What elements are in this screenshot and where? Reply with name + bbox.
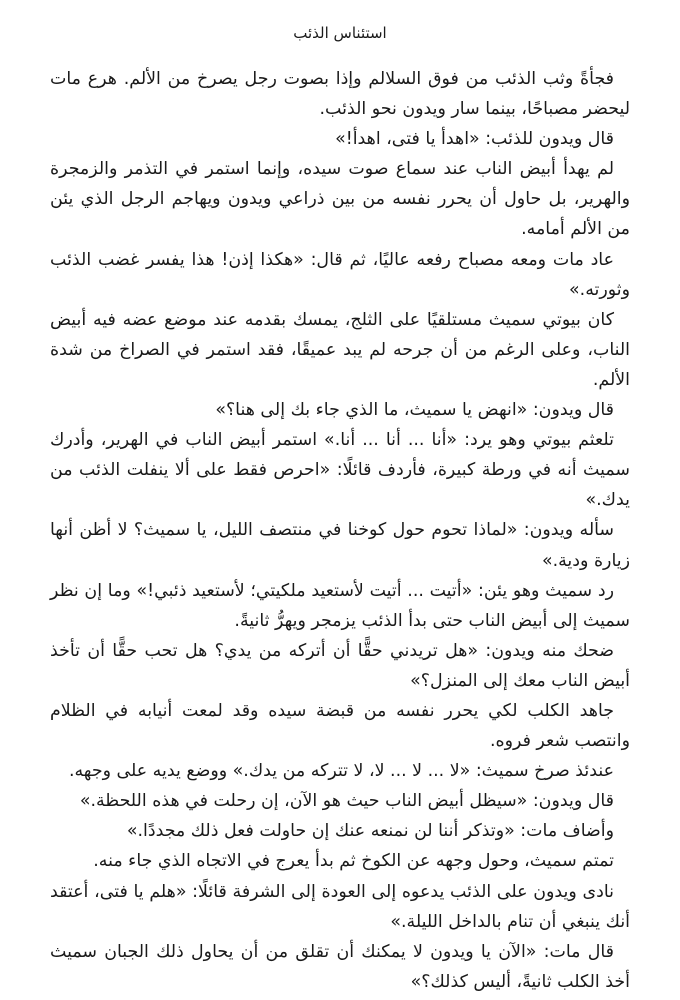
paragraph: كان بيوتي سميث مستلقيًا على الثلج، يمسك بقدمه عند موضع عضه فيه أبيض الناب، وعلى الرغم من أن جرحه لم يبد عميقًا، فقد استمر في الصراخ من شدة الألم. xyxy=(50,309,630,390)
paragraph: جاهد الكلب لكي يحرر نفسه من قبضة سيده وقد لمعت أنيابه في الظلام وانتصب شعر فروه. xyxy=(50,700,630,752)
paragraph: نادى ويدون على الذئب يدعوه إلى العودة إلى الشرفة قائلًا: «هلم يا فتى، أعتقد أنك ينبغي أن تنام بالداخل الليلة.» xyxy=(50,881,630,932)
paragraph: لم يهدأ أبيض الناب عند سماع صوت سيده، وإنما استمر في التذمر والزمجرة والهرير، بل حاول أن يحرر نفسه من بين ذراعي ويدون ويهاجم الرجل الذي يئن من الألم أمامه. xyxy=(50,159,630,240)
paragraph: قال ويدون: «سيظل أبيض الناب حيث هو الآن، إن رحلت في هذه اللحظة.» xyxy=(79,791,614,812)
paragraph: فجأةً وثب الذئب من فوق السلالم وإذا بصوت رجل يصرخ من الألم. هرع مات ليحضر مصباحًا، بينما سار ويدون نحو الذئب. xyxy=(50,69,630,120)
paragraph: تلعثم بيوتي وهو يرد: «أنا ... أنا ... أنا.» استمر أبيض الناب في الهرير، وأدرك سميث أنه في ورطة كبيرة، فأردف قائلًا: «احرص فقط على ألا ينفلت الذئب من يدك.» xyxy=(50,430,630,511)
paragraph: قال ويدون: «انهض يا سميث، ما الذي جاء بك إلى هنا؟» xyxy=(215,400,614,421)
story-body xyxy=(50,64,630,997)
paragraph: ضحك منه ويدون: «هل تريدني حقًّا أن أتركه من يدي؟ هل تحب حقًّا أن تأخذ أبيض الناب معك إلى المنزل؟» xyxy=(50,640,630,691)
paragraph: سأله ويدون: «لماذا تحوم حول كوخنا في منتصف الليل، يا سميث؟ لا أظن أنها زيارة ودية.» xyxy=(50,520,630,571)
paragraph: رد سميث وهو يئن: «أتيت ... أتيت لأستعيد ملكيتي؛ لأستعيد ذئبي!» وما إن نظر سميث إلى أبيض الناب حتى بدأ الذئب يزمجر ويهرُّ ثانيةً. xyxy=(50,580,630,631)
paragraph: وأضاف مات: «وتذكر أننا لن نمنعه عنك إن حاولت فعل ذلك مجددًا.» xyxy=(126,821,614,842)
paragraph: عندئذ صرخ سميث: «لا ... لا ... لا، لا تتركه من يدك.» ووضع يديه على وجهه. xyxy=(68,761,614,782)
paragraph: تمتم سميث، وحول وجهه عن الكوخ ثم بدأ يعرج في الاتجاه الذي جاء منه. xyxy=(93,851,614,872)
paragraph: قال ويدون للذئب: «اهدأ يا فتى، اهدأ!» xyxy=(335,129,614,150)
paragraph: عاد مات ومعه مصباح رفعه عاليًا، ثم قال: «هكذا إذن! هذا يفسر غضب الذئب وثورته.» xyxy=(50,249,630,300)
running-header: استئناس الذئب xyxy=(293,24,387,42)
paragraph: قال مات: «الآن يا ويدون لا يمكنك أن تقلق من أن يحاول ذلك الجبان سميث أخذ الكلب ثانيةً، أليس كذلك؟» xyxy=(50,941,630,992)
